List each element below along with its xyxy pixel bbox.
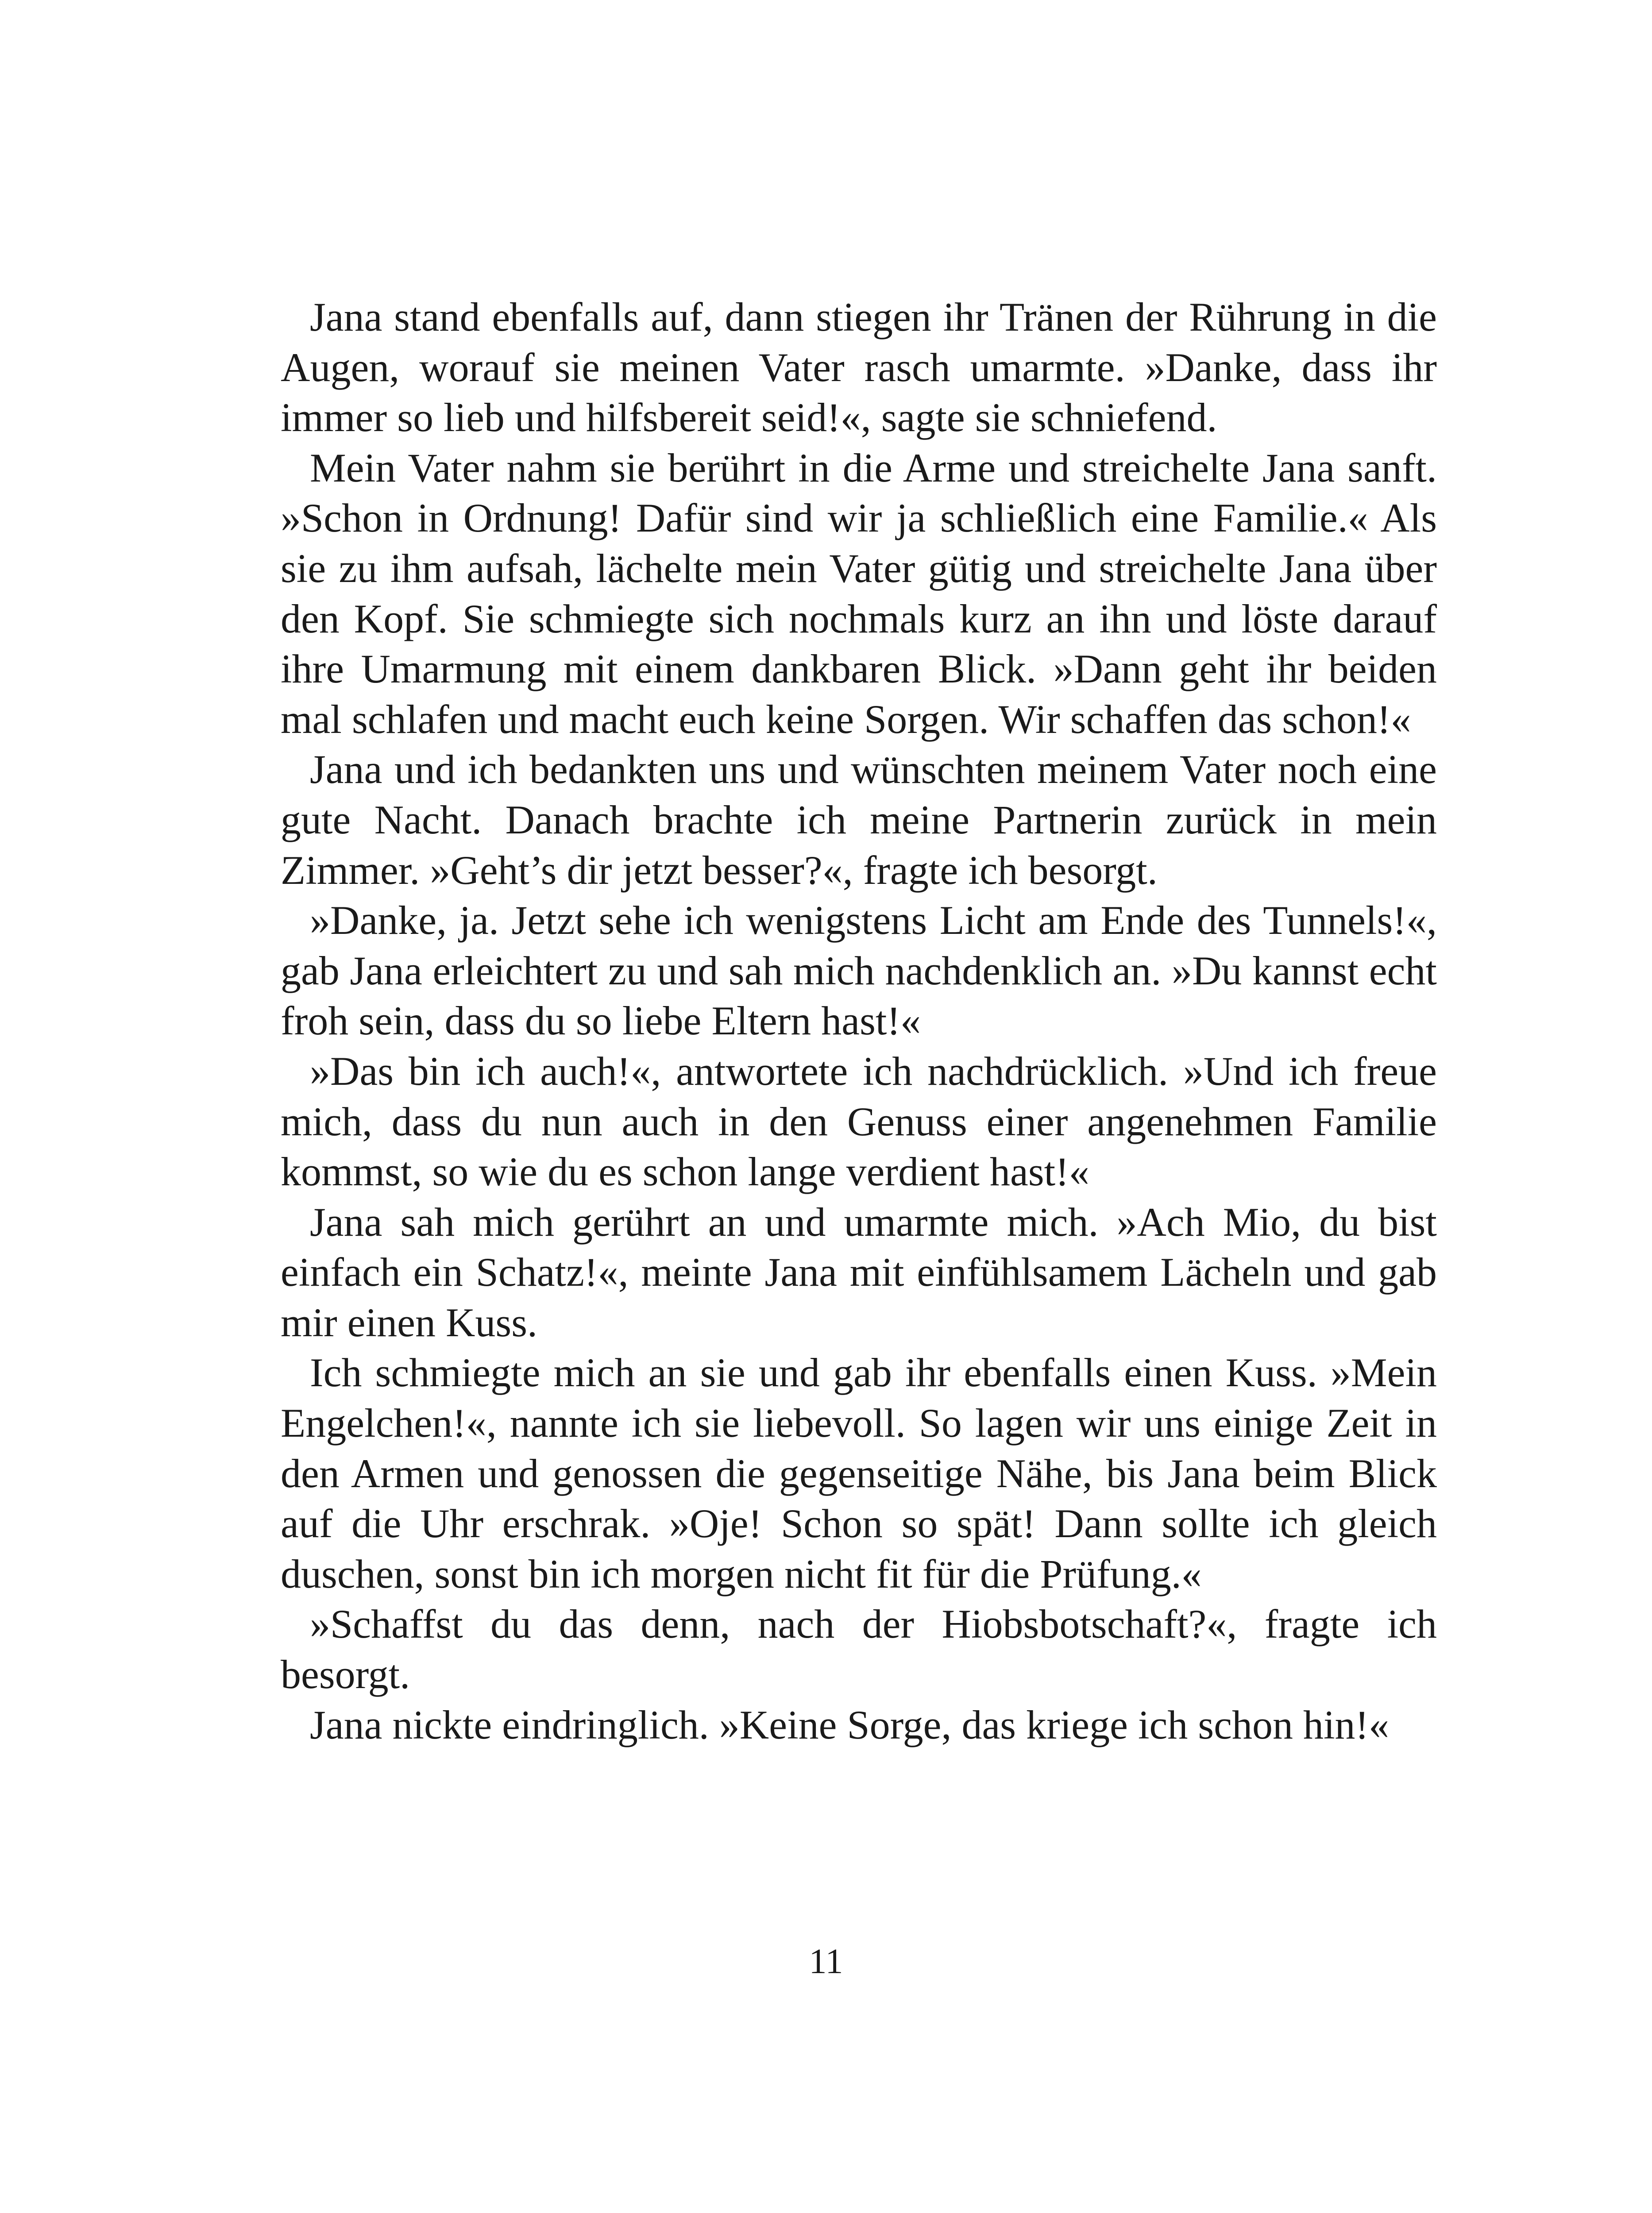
- paragraph: Jana und ich bedankten uns und wünschten meinem Vater noch eine gute Nacht. Danach brachte ich meine Partnerin zurück in mein Zimmer. »Geht’s dir jetzt besser?«, fragte ich besorgt.: [281, 747, 1437, 893]
- paragraph: Jana nickte eindringlich. »Keine Sorge, das kriege ich schon hin!«: [310, 1702, 1390, 1747]
- paragraph: »Das bin ich auch!«, antwortete ich nachdrücklich. »Und ich freue mich, dass du nun auch in den Genuss einer angenehmen Familie kommst, so wie du es schon lange verdient hast!«: [281, 1048, 1437, 1195]
- paragraph: Jana sah mich gerührt an und umarmte mich. »Ach Mio, du bist einfach ein Schatz!«, meinte Jana mit einfühlsamem Lächeln und gab mir einen Kuss.: [281, 1199, 1437, 1345]
- paragraph: Mein Vater nahm sie berührt in die Arme und streichelte Jana sanft. »Schon in Ordnung! Dafür sind wir ja schließlich eine Familie.« Als sie zu ihm aufsah, lächelte mein Vater gütig und streichelte Jana über den Kopf. Sie schmiegte sich nochmals kurz an ihn und löste darauf ihre Umarmung mit einem dankbaren Blick. »Dann geht ihr beiden mal schlafen und macht euch keine Sorgen. Wir schaffen das schon!«: [281, 445, 1437, 742]
- paragraph: »Schaffst du das denn, nach der Hiobsbotschaft?«, fragte ich besorgt.: [281, 1601, 1437, 1697]
- body-text: [281, 292, 1437, 1750]
- page-number: 11: [809, 1942, 843, 1981]
- paragraph: Jana stand ebenfalls auf, dann stiegen ihr Tränen der Rührung in die Augen, worauf sie meinen Vater rasch umarmte. »Danke, dass ihr immer so lieb und hilfsbereit seid!«, sagte sie schniefend.: [281, 294, 1437, 440]
- paragraph: Ich schmiegte mich an sie und gab ihr ebenfalls einen Kuss. »Mein Engelchen!«, nannte ich sie liebevoll. So lagen wir uns einige Zeit in den Armen und genossen die gegenseitige Nähe, bis Jana beim Blick auf die Uhr erschrak. »Oje! Schon so spät! Dann sollte ich gleich duschen, sonst bin ich morgen nicht fit für die Prüfung.«: [281, 1350, 1437, 1596]
- paragraph: »Danke, ja. Jetzt sehe ich wenigstens Licht am Ende des Tunnels!«, gab Jana erleichtert zu und sah mich nachdenklich an. »Du kannst echt froh sein, dass du so liebe Eltern hast!«: [281, 898, 1437, 1044]
